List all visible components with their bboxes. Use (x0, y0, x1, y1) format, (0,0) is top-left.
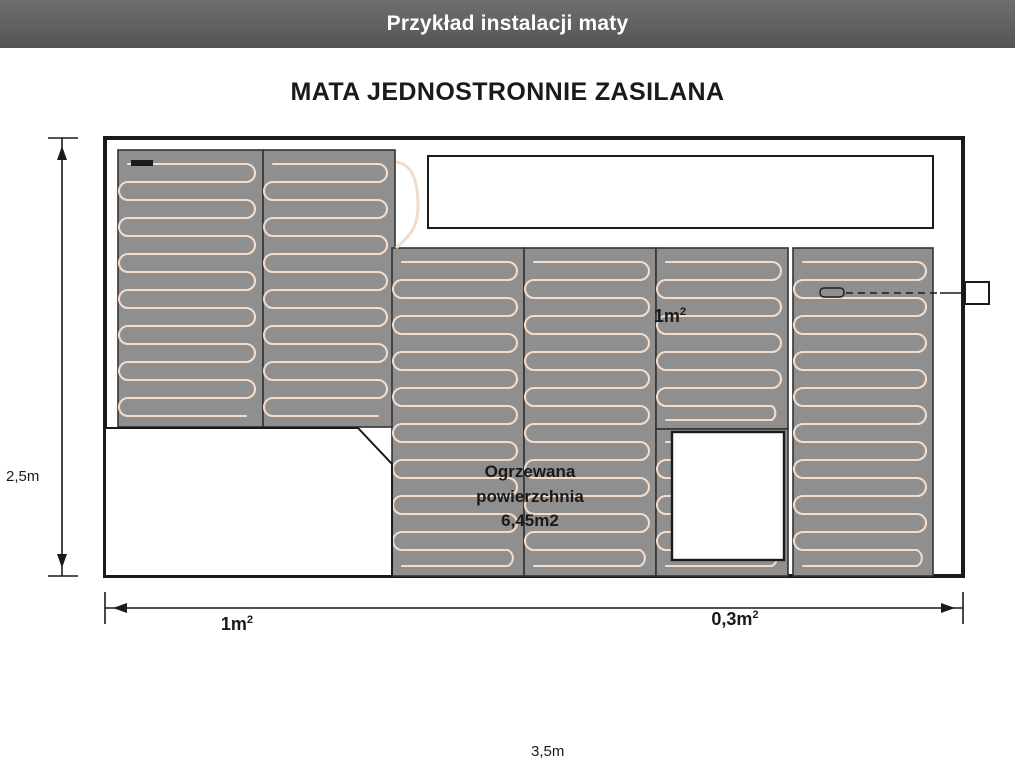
area-label-top-right (630, 306, 710, 327)
heated-surface-line2: powierzchnia (476, 486, 584, 506)
area-label-bottom-left-exponent: 2 (246, 614, 254, 626)
area-label-top-right-exponent: 2 (679, 306, 687, 318)
area-label-bottom-left (197, 614, 277, 635)
mat-panel-top-left (118, 150, 395, 427)
area-label-small-cutout (690, 609, 780, 630)
dimension-height (48, 138, 78, 576)
floor-plan-drawing (0, 120, 1015, 760)
dimension-height-label: 2,5m (6, 468, 40, 485)
page-banner (0, 0, 1015, 48)
area-small-cutout (672, 432, 784, 560)
cable-terminal-icon (131, 160, 153, 166)
heated-surface-line3: 6,45m2 (501, 511, 559, 531)
supply-cable (396, 162, 418, 248)
cable-connector-icon (968, 285, 986, 301)
area-label-top-right-value: 1m (653, 306, 680, 326)
dimension-width-label: 3,5m (531, 743, 565, 760)
banner-title: Przykład instalacji maty (386, 12, 629, 35)
page-title: MATA JEDNOSTRONNIE ZASILANA (290, 78, 725, 106)
area-label-small-cutout-exponent: 2 (752, 609, 759, 621)
heated-surface-label (440, 460, 620, 534)
area-bottom-left-room (105, 428, 392, 576)
area-top-right-room (428, 156, 933, 228)
area-label-bottom-left-value: 1m (220, 614, 247, 634)
mat-panel-right (793, 248, 933, 576)
heated-surface-line1: Ogrzewana (484, 462, 576, 481)
area-label-small-cutout-value: 0,3m (711, 609, 753, 629)
